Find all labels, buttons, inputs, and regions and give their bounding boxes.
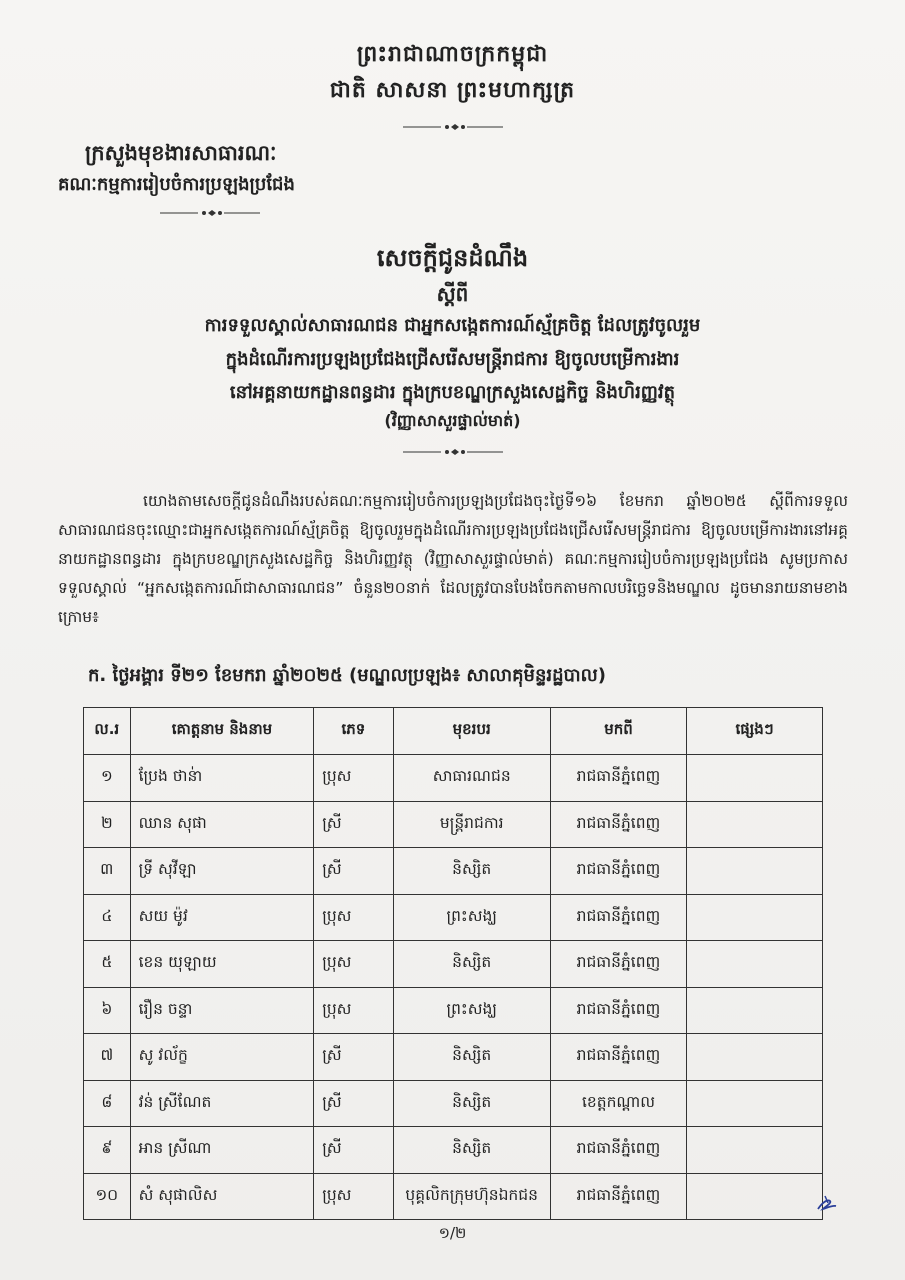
initial-mark — [815, 1193, 839, 1219]
cell-occupation: មន្ត្រីរាជការ — [393, 801, 550, 848]
committee-name: គណៈកម្មការរៀបចំការប្រឡងប្រជែង — [58, 174, 295, 195]
notice-title: សេចក្តីជូនដំណឹង — [376, 244, 529, 272]
cell-other — [687, 1080, 823, 1127]
ministry-name: ក្រសួងមុខងារសាធារណៈ — [85, 141, 277, 165]
cell-name: ខេន យុឡាយ — [130, 941, 314, 988]
table-row — [84, 1127, 823, 1174]
col-header-no: ល.រ — [84, 708, 131, 755]
col-header-from: មកពី — [550, 708, 686, 755]
cell-occupation: និស្សិត — [393, 941, 550, 988]
body-paragraph — [58, 487, 848, 632]
cell-name: ឈាន សុផា — [130, 801, 314, 848]
table-row — [84, 1080, 823, 1127]
table-row — [84, 894, 823, 941]
notice-about: ស្តីពី — [436, 282, 469, 306]
cell-from: រាជធានីភ្នំពេញ — [550, 1127, 686, 1174]
ornament-divider — [160, 208, 260, 218]
cell-other — [687, 1127, 823, 1174]
cell-from: រាជធានីភ្នំពេញ — [550, 894, 686, 941]
table-header-row — [84, 708, 823, 755]
cell-from: រាជធានីភ្នំពេញ — [550, 941, 686, 988]
section-heading: ក. ថ្ងៃអង្គារ ទី២១ ខែមករា ឆ្នាំ២០២៥ (មណ្ឌលប្រឡង៖ សាលាគុមិន្ទរដ្ឋបាល) — [88, 665, 607, 686]
cell-no: ៨ — [84, 1080, 131, 1127]
cell-other — [687, 1034, 823, 1081]
cell-name: សូ វល័ក្ខ — [130, 1034, 314, 1081]
cell-sex: ស្រី — [314, 1127, 393, 1174]
cell-occupation: និស្សិត — [393, 848, 550, 895]
cell-other — [687, 1173, 823, 1220]
ornament-divider — [403, 122, 503, 132]
cell-no: ៣ — [84, 848, 131, 895]
notice-subject-line: ការទទួលស្គាល់សាធារណជន ជាអ្នកសង្កេតការណ៍ស្ម័គ្រចិត្ត ដែលត្រូវចូលរួម — [204, 315, 701, 336]
cell-other — [687, 848, 823, 895]
cell-other — [687, 941, 823, 988]
cell-other — [687, 894, 823, 941]
cell-occupation: និស្សិត — [393, 1034, 550, 1081]
cell-no: ៦ — [84, 987, 131, 1034]
cell-sex: ប្រុស — [314, 894, 393, 941]
cell-name: ទ្រី សុវីឡា — [130, 848, 314, 895]
col-header-sex: ភេទ — [314, 708, 393, 755]
cell-name: អាន ស្រីណា — [130, 1127, 314, 1174]
cell-name: រឿន ចន្ទា — [130, 987, 314, 1034]
cell-sex: ស្រី — [314, 848, 393, 895]
col-header-occupation: មុខរបរ — [393, 708, 550, 755]
national-motto: ជាតិ សាសនា ព្រះមហាក្សត្រ — [329, 78, 576, 103]
cell-no: ៧ — [84, 1034, 131, 1081]
cell-other — [687, 755, 823, 802]
cell-from: រាជធានីភ្នំពេញ — [550, 987, 686, 1034]
cell-name: សយ ម៉ូវ — [130, 894, 314, 941]
table-row — [84, 941, 823, 988]
observer-table — [83, 707, 823, 1220]
cell-occupation: ព្រះសង្ឃ — [393, 894, 550, 941]
cell-name: ប្រែង ថាន់ា — [130, 755, 314, 802]
cell-from: រាជធានីភ្នំពេញ — [550, 1034, 686, 1081]
cell-sex: ប្រុស — [314, 987, 393, 1034]
cell-no: ៤ — [84, 894, 131, 941]
col-header-name: គោត្តនាម និងនាម — [130, 708, 314, 755]
cell-occupation: និស្សិត — [393, 1127, 550, 1174]
table-row — [84, 801, 823, 848]
ornament-divider — [403, 447, 503, 457]
cell-from: រាជធានីភ្នំពេញ — [550, 755, 686, 802]
cell-sex: ប្រុស — [314, 1173, 393, 1220]
cell-sex: ប្រុស — [314, 941, 393, 988]
cell-occupation: បុគ្គលិកក្រុមហ៊ុនឯកជន — [393, 1173, 550, 1220]
cell-from: រាជធានីភ្នំពេញ — [550, 848, 686, 895]
table-row — [84, 987, 823, 1034]
cell-occupation: សាធារណជន — [393, 755, 550, 802]
cell-name: វន់ ស្រីណែត — [130, 1080, 314, 1127]
table-row — [84, 755, 823, 802]
notice-subject-line: ក្នុងដំណើរការប្រឡងប្រជែងជ្រើសរើសមន្ត្រីរាជការ ឱ្យចូលបម្រើការងារ — [225, 349, 680, 370]
kingdom-heading: ព្រះរាជាណាចក្រកម្ពុជា — [356, 42, 549, 67]
cell-name: សំ សុផាលិស — [130, 1173, 314, 1220]
table-row — [84, 848, 823, 895]
cell-no: ១០ — [84, 1173, 131, 1220]
notice-subject-line: នៅអគ្គនាយកដ្ឋានពន្ធដារ ក្នុងក្របខណ្ឌក្រសួងសេដ្ឋកិច្ច និងហិរញ្ញវត្ថុ — [229, 382, 676, 403]
cell-sex: ប្រុស — [314, 755, 393, 802]
cell-occupation: ព្រះសង្ឃ — [393, 987, 550, 1034]
cell-from: រាជធានីភ្នំពេញ — [550, 1173, 686, 1220]
cell-no: ១ — [84, 755, 131, 802]
cell-other — [687, 987, 823, 1034]
cell-occupation: និស្សិត — [393, 1080, 550, 1127]
cell-no: ៥ — [84, 941, 131, 988]
page-number: ១/២ — [438, 1224, 467, 1242]
table-row — [84, 1034, 823, 1081]
cell-no: ២ — [84, 801, 131, 848]
cell-sex: ស្រី — [314, 1034, 393, 1081]
cell-from: ខេត្តកណ្តាល — [550, 1080, 686, 1127]
body-text: យោងតាមសេចក្តីជូនដំណឹងរបស់គណៈកម្មការរៀបចំការប្រឡងប្រជែងចុះថ្ងៃទី១៦ ខែមករា ឆ្នាំ២០២៥ ស្តីពីការទទួលសាធារណជនចុះឈ្មោះជាអ្នកសង្កេតការណ៍ស្ម័គ្រចិត្ត ឱ្យចូលរួមក្នុងដំណើរការប្រឡងប្រជែងជ្រើសរើសមន្ត្រីរាជការ ឱ្យចូលបម្រើការងារនៅអគ្គនាយកដ្ឋានពន្ធដារ ក្នុងក្របខណ្ឌក្រសួងសេដ្ឋកិច្ច និងហិរញ្ញវត្ថុ (វិញ្ញាសាសួរផ្ទាល់មាត់) គណៈកម្មការរៀបចំការប្រឡងប្រជែង សូមប្រកាសទទួលស្គាល់ “អ្នកសង្កេតការណ៍ជាសាធារណជន” ចំនួន២០នាក់ ដែលត្រូវបានបែងចែកតាមកាលបរិច្ឆេទនិងមណ្ឌល ដូចមានរាយនាមខាងក្រោម៖ — [58, 492, 848, 626]
cell-sex: ស្រី — [314, 1080, 393, 1127]
cell-no: ៩ — [84, 1127, 131, 1174]
cell-sex: ស្រី — [314, 801, 393, 848]
cell-other — [687, 801, 823, 848]
cell-from: រាជធានីភ្នំពេញ — [550, 801, 686, 848]
notice-subject-line: (វិញ្ញាសាសួរផ្ទាល់មាត់) — [384, 411, 521, 430]
table-row — [84, 1173, 823, 1220]
col-header-other: ផ្សេងៗ — [687, 708, 823, 755]
